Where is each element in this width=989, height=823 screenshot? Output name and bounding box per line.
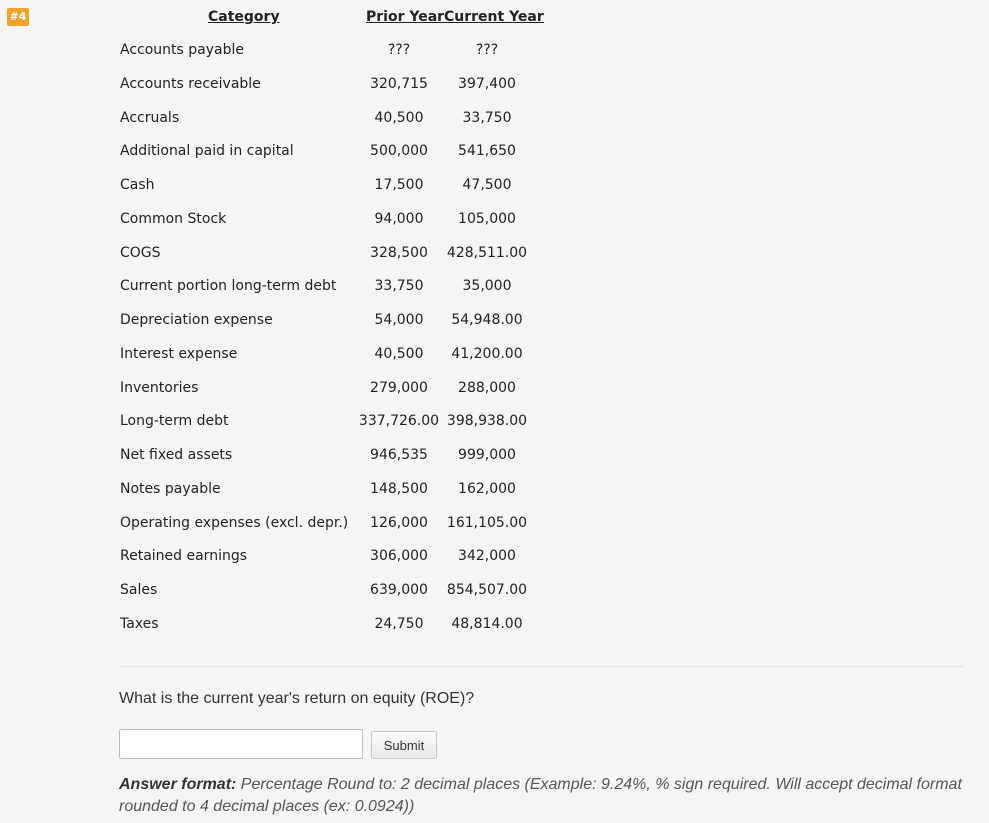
- category-cell: Accounts payable: [120, 42, 244, 58]
- category-cell: Cash: [120, 177, 155, 193]
- answer-format-note: [119, 774, 969, 818]
- category-cell: COGS: [120, 244, 161, 261]
- current-year-cell: 41,200.00: [451, 345, 523, 362]
- prior-year-cell: 337,726.00: [358, 413, 440, 430]
- table-row: [0, 545, 989, 567]
- current-year-cell: 398,938.00: [446, 413, 528, 430]
- prior-year-cell: 639,000: [370, 582, 428, 598]
- category-cell: Current portion long-term debt: [120, 278, 337, 295]
- current-year-cell: 288,000: [458, 379, 516, 396]
- current-year-cell: 47,500: [462, 177, 512, 193]
- answer-format-text: Percentage Round to: 2 decimal places (Example: 9.24%, % sign required. Will accept decimal format rounded to 4 decimal places (ex: 0.0924)): [119, 776, 962, 815]
- table-row: [0, 275, 989, 297]
- prior-year-cell: 17,500: [374, 177, 424, 193]
- table-row: [0, 579, 989, 601]
- table-row: [0, 512, 989, 534]
- submit-button[interactable]: Submit: [371, 731, 437, 759]
- current-year-cell: 54,948.00: [451, 312, 523, 328]
- current-year-cell: ???: [475, 42, 499, 58]
- category-cell: Long-term debt: [120, 413, 229, 430]
- question-text: What is the current year's return on equity (ROE)?: [119, 690, 475, 707]
- prior-year-cell: 40,500: [374, 345, 424, 362]
- prior-year-cell: 126,000: [370, 514, 428, 531]
- current-year-cell: 541,650: [458, 143, 516, 160]
- prior-year-cell: 148,500: [370, 480, 428, 497]
- header-prior-year: Prior Year: [366, 9, 445, 25]
- header-category: Category: [208, 9, 280, 25]
- table-row: [0, 39, 989, 61]
- category-cell: Additional paid in capital: [120, 143, 294, 160]
- current-year-cell: 48,814.00: [451, 615, 523, 632]
- current-year-cell: 397,400: [458, 75, 516, 92]
- category-cell: Interest expense: [120, 345, 238, 362]
- prior-year-cell: 320,715: [370, 75, 428, 92]
- prior-year-cell: 279,000: [370, 379, 428, 396]
- current-year-cell: 105,000: [458, 210, 516, 227]
- answer-format-label: Answer format:: [119, 776, 237, 793]
- table-row: [0, 208, 989, 230]
- table-row: [0, 174, 989, 196]
- prior-year-cell: 94,000: [374, 210, 424, 227]
- current-year-cell: 854,507.00: [446, 582, 528, 598]
- table-row: [0, 140, 989, 162]
- table-row: [0, 107, 989, 129]
- answer-input[interactable]: [119, 729, 363, 759]
- table-row: [0, 377, 989, 399]
- prior-year-cell: 306,000: [370, 548, 428, 565]
- current-year-cell: 161,105.00: [446, 514, 528, 531]
- header-current-year: Current Year: [444, 9, 544, 25]
- table-row: [0, 410, 989, 432]
- prior-year-cell: 40,500: [374, 109, 424, 126]
- current-year-cell: 35,000: [462, 278, 512, 295]
- table-row: [0, 478, 989, 500]
- current-year-cell: 162,000: [458, 480, 516, 497]
- table-row: [0, 309, 989, 331]
- category-cell: Net fixed assets: [120, 447, 233, 463]
- current-year-cell: 999,000: [458, 447, 516, 463]
- prior-year-cell: 54,000: [374, 312, 424, 328]
- prior-year-cell: ???: [387, 42, 411, 58]
- current-year-cell: 33,750: [462, 109, 512, 126]
- table-row: [0, 242, 989, 264]
- table-row: [0, 444, 989, 466]
- prior-year-cell: 500,000: [370, 143, 428, 160]
- current-year-cell: 342,000: [458, 548, 516, 565]
- table-row: [0, 613, 989, 635]
- category-cell: Taxes: [120, 615, 159, 632]
- divider: [119, 666, 964, 667]
- category-cell: Accounts receivable: [120, 75, 261, 92]
- category-cell: Common Stock: [120, 210, 227, 227]
- category-cell: Notes payable: [120, 480, 221, 497]
- prior-year-cell: 946,535: [370, 447, 428, 463]
- prior-year-cell: 33,750: [374, 278, 424, 295]
- table-row: [0, 343, 989, 365]
- question-number-badge: #4: [7, 8, 29, 26]
- table-row: [0, 73, 989, 95]
- current-year-cell: 428,511.00: [446, 244, 528, 261]
- category-cell: Inventories: [120, 379, 199, 396]
- category-cell: Depreciation expense: [120, 312, 273, 328]
- category-cell: Operating expenses (excl. depr.): [120, 514, 349, 531]
- prior-year-cell: 24,750: [374, 615, 424, 632]
- prior-year-cell: 328,500: [370, 244, 428, 261]
- category-cell: Sales: [120, 582, 158, 598]
- category-cell: Retained earnings: [120, 548, 248, 565]
- category-cell: Accruals: [120, 109, 180, 126]
